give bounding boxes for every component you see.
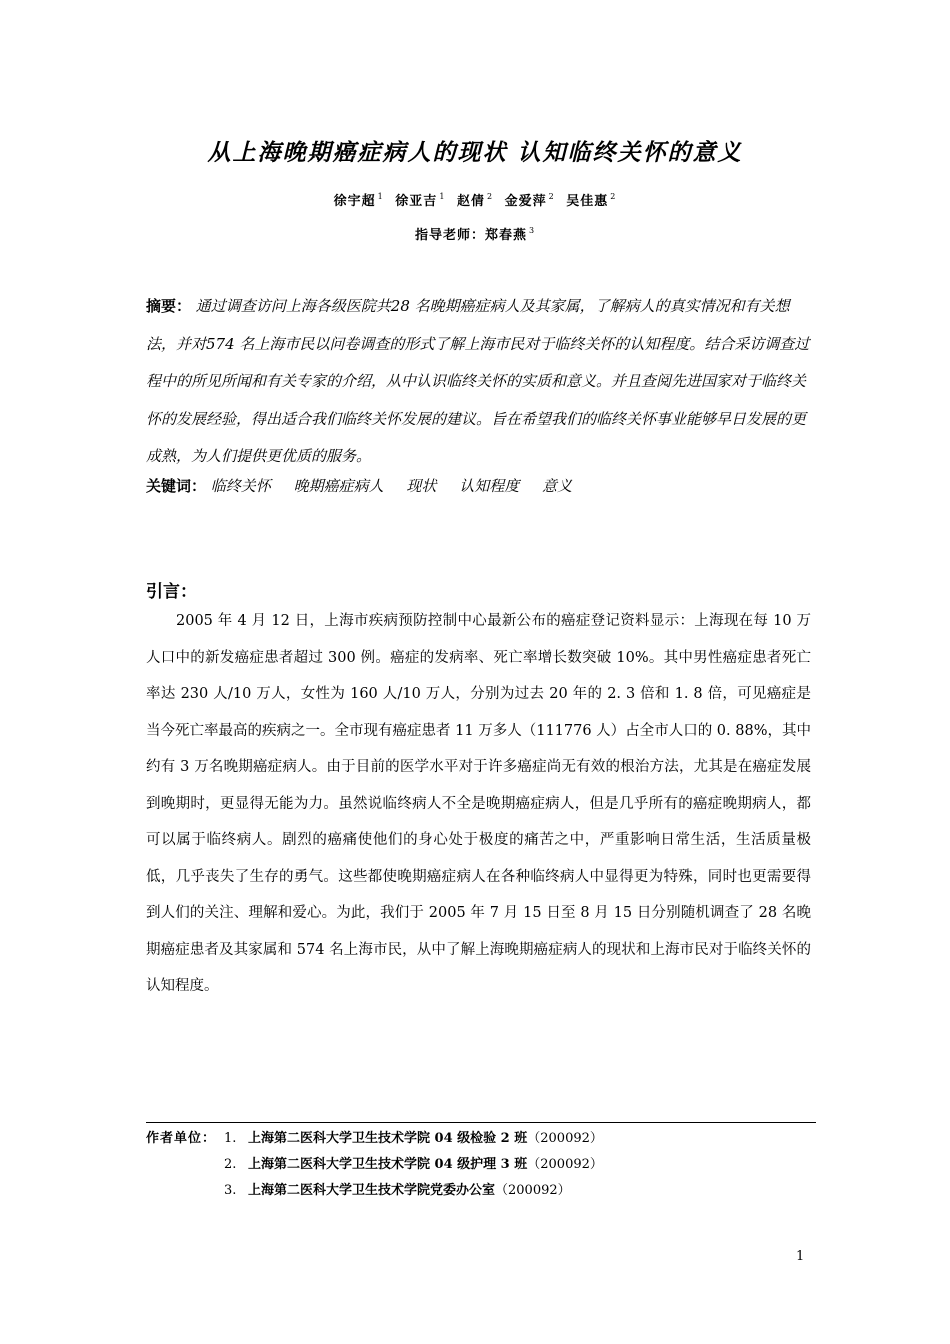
intro-heading: 引言： <box>146 582 197 602</box>
author-affil-mark: 2 <box>548 192 555 201</box>
author <box>334 194 384 209</box>
page-number: 1 <box>796 1249 805 1264</box>
advisor-name: 郑春燕 <box>484 228 527 243</box>
affiliation-name: 上海第二医科大学卫生技术学院党委办公室 <box>248 1183 496 1198</box>
abstract <box>146 288 816 476</box>
author-name: 徐亚吉 <box>395 194 438 209</box>
author-name: 金爱萍 <box>504 194 547 209</box>
affiliation-number: 2. <box>224 1157 237 1172</box>
keyword: 认知程度 <box>459 477 520 495</box>
affiliations-label: 作者单位： <box>146 1131 217 1146</box>
author-name: 徐宇超 <box>333 194 376 209</box>
keyword: 临终关怀 <box>210 477 271 495</box>
advisor-label: 指导老师： <box>414 228 485 243</box>
affiliation-row <box>146 1152 816 1178</box>
abstract-text: 通过调查访问上海各级医院共28 名晚期癌症病人及其家属，了解病人的真实情况和有关想法，并对574 名上海市民以问卷调查的形式了解上海市民对于临终关怀的认知程度。结合采访调查过程中的所见所闻和有关专家的介绍，从中认识临终关怀的实质和意义。并且查阅先进国家对于临终关怀的发展经验，得出适合我们临终关怀发展的建议。旨在希望我们的临终关怀事业能够早日发展的更成熟，为人们提供更优质的服务。 <box>146 297 810 465</box>
keyword: 意义 <box>541 477 572 495</box>
advisor-line <box>0 224 950 243</box>
keyword: 晚期癌症病人 <box>293 477 384 495</box>
keywords <box>146 472 816 500</box>
keyword: 现状 <box>406 477 437 495</box>
advisor-affil-mark: 3 <box>528 226 536 235</box>
affiliation-number: 1. <box>224 1131 237 1146</box>
author <box>566 194 616 209</box>
author <box>457 194 493 209</box>
author-name: 赵倩 <box>456 194 485 209</box>
footnote-divider <box>146 1122 816 1123</box>
abstract-label: 摘要： <box>146 297 192 315</box>
author-list <box>0 190 950 209</box>
author-affiliations <box>146 1126 816 1204</box>
postal-code: （200092） <box>495 1183 571 1198</box>
intro-paragraph: 2005 年 4 月 12 日，上海市疾病预防控制中心最新公布的癌症登记资料显示：上海现在每 10 万人口中的新发癌症患者超过 300 例。癌症的发病率、死亡率增长数突破 10%。其中男性癌症患者死亡率达 230 人/10 万人，女性为 160 人/10 万人，分别为过去 20 年的 2. 3 倍和 1. 8 倍，可见癌症是当今死亡率最高的疾病之一。全市现有癌症患者 11 万多人（111776 人）占全市人口的 0. 88%，其中约有 3 万名晚期癌症病人。由于目前的医学水平对于许多癌症尚无有效的根治方法，尤其是在癌症发展到晚期时，更显得无能为力。虽然说临终病人不全是晚期癌症病人，但是几乎所有的癌症晚期病人，都可以属于临终病人。剧烈的癌痛使他们的身心处于极度的痛苦之中，严重影响日常生活，生活质量极低，几乎丧失了生存的勇气。这些都使晚期癌症病人在各种临终病人中显得更为特殊，同时也更需要得到人们的关注、理解和爱心。为此，我们于 2005 年 7 月 15 日至 8 月 15 日分别随机调查了 28 名晚期癌症患者及其家属和 574 名上海市民，从中了解上海晚期癌症病人的现状和上海市民对于临终关怀的认知程度。 <box>146 613 811 994</box>
postal-code: （200092） <box>527 1131 603 1146</box>
author <box>395 194 445 209</box>
paper-title: 从上海晚期癌症病人的现状 认知临终关怀的意义 <box>207 139 743 166</box>
keywords-label: 关键词： <box>146 477 207 495</box>
author <box>505 194 555 209</box>
affiliation-number: 3. <box>224 1183 237 1198</box>
author-name: 吴佳惠 <box>566 194 609 209</box>
affiliation-name: 上海第二医科大学卫生技术学院 04 级护理 3 班 <box>248 1157 528 1172</box>
affiliation-name: 上海第二医科大学卫生技术学院 04 级检验 2 班 <box>248 1131 528 1146</box>
postal-code: （200092） <box>527 1157 603 1172</box>
author-affil-mark: 1 <box>439 192 446 201</box>
author-affil-mark: 2 <box>486 192 494 201</box>
affiliation-row <box>146 1126 816 1152</box>
author-affil-mark: 1 <box>377 192 384 201</box>
author-affil-mark: 2 <box>610 192 617 201</box>
affiliation-row <box>146 1178 816 1204</box>
